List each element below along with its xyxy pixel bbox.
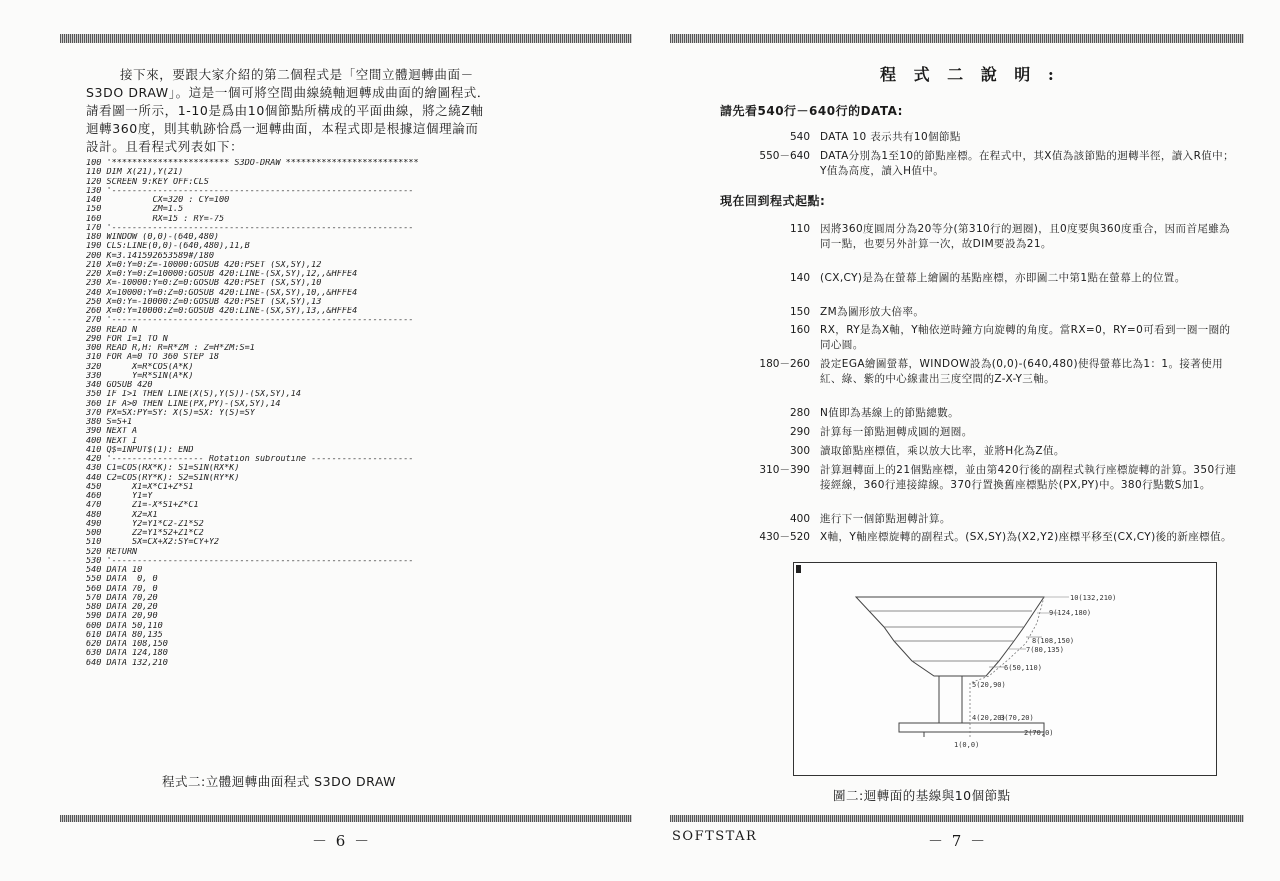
- corner-mark: [796, 565, 801, 573]
- code-line: 340 GOSUB 420: [86, 381, 153, 390]
- code-line: 350 IF I>1 THEN LINE(X(S),Y(S))-(SX,SY),14: [86, 390, 301, 400]
- node-label: 3(70,20): [1000, 714, 1034, 722]
- line-number: 110: [789, 223, 810, 235]
- line-description: (CX,CY)是為在螢幕上繪圖的基點座標，亦即圖二中第1點在螢幕上的位置。: [820, 272, 1186, 284]
- line-number: 280: [789, 407, 810, 419]
- code-line: 390 NEXT A: [86, 427, 138, 437]
- line-description: 計算迴轉面上的21個點座標，並由第420行後的副程式執行座標旋轉的計算。350行連接經線，360行連接緯線。370行置換舊座標點於(PX,PY)中。380行點數S加1。: [820, 464, 1237, 491]
- top-band: [60, 34, 632, 43]
- code-line: 510 SX=CX+X2:SY=CY+Y2: [86, 538, 220, 548]
- code-line: 170 '-----------------------------------------------------------: [86, 223, 414, 233]
- node-label: 8(108,150): [1032, 637, 1075, 645]
- code-line: 230 X=-10000:Y=0:Z=0:GOSUB 420:PSET (SX,SY),10: [86, 279, 322, 289]
- line-number: 540: [789, 131, 810, 143]
- code-listing: [86, 159, 506, 668]
- section-title: 程 式 二 說 明 :: [880, 65, 1060, 84]
- line-number: 430－520: [759, 531, 810, 543]
- line-number: 400: [789, 513, 810, 525]
- code-line: 560 DATA 70, 0: [86, 584, 158, 594]
- line-description: 計算每一節點迴轉成圓的迴圈。: [820, 426, 973, 438]
- code-line: 160 RX=15 : RY=-75: [86, 214, 225, 224]
- line-description: 因將360度圓周分為20等分(第310行的迴圈)，且0度要與360度重合，因而首尾雖為同一點，也要另外計算一次，故DIM要設為21。: [820, 223, 1231, 250]
- top-band: [670, 34, 1244, 43]
- intro-line: 請看圖一所示，1-10是爲由10個節點所構成的平面曲線，將之繞Z軸: [86, 103, 484, 118]
- bottom-band: [670, 815, 1244, 822]
- code-line: 300 READ R,H: R=R*ZM : Z=H*ZM:S=1: [86, 344, 255, 353]
- code-line: 120 SCREEN 9:KEY OFF:CLS: [86, 177, 209, 187]
- code-line: 310 FOR A=0 TO 360 STEP 18: [86, 353, 220, 363]
- code-line: 410 Q$=INPUT$(1): END: [86, 445, 194, 455]
- base-plate: [899, 723, 1044, 732]
- code-line: 250 X=0:Y=-10000:Z=0:GOSUB 420:PSET (SX,SY),13: [86, 297, 322, 307]
- code-line: 490 Y2=Y1*C2-Z1*S2: [86, 519, 204, 529]
- code-line: 600 DATA 50,110: [86, 621, 163, 631]
- code-line: 420 '------------------ Rotation subroutine --------------------: [86, 455, 414, 464]
- node-label: 2(70,0): [1024, 729, 1054, 737]
- code-line: 500 Z2=Y1*S2+Z1*C2: [86, 529, 204, 538]
- code-line: 280 READ N: [86, 325, 138, 335]
- line-description: DATA 10 表示共有10個節點: [820, 131, 961, 143]
- code-line: 260 X=0:Y=10000:Z=0:GOSUB 420:LINE-(SX,SY),13,,&HFFE4: [86, 307, 358, 316]
- page-number: － 7 －: [928, 832, 988, 850]
- code-line: 240 X=10000:Y=0:Z=0:GOSUB 420:LINE-(SX,SY),10,,&HFFE4: [86, 288, 358, 298]
- code-line: 480 X2=X1: [86, 510, 158, 520]
- node-label: 6(50,110): [1004, 664, 1042, 672]
- code-line: 110 DIM X(21),Y(21): [86, 168, 184, 178]
- revolved-surface-diagram: [794, 563, 1216, 775]
- code-line: 200 K=3.141592653589#/180: [86, 251, 214, 261]
- code-line: 130 '-----------------------------------------------------------: [86, 186, 414, 196]
- bottom-band: [60, 815, 632, 822]
- code-line: 290 FOR I=1 TO N: [86, 334, 168, 344]
- code-line: 550 DATA 0, 0: [86, 575, 158, 585]
- code-line: 330 Y=R*SIN(A*K): [86, 371, 194, 381]
- program-caption: 程式二:立體迴轉曲面程式 S3DO DRAW: [162, 774, 397, 789]
- code-line: 400 NEXT I: [86, 436, 138, 446]
- code-line: 430 C1=COS(RX*K): S1=SIN(RX*K): [86, 464, 240, 474]
- figure-caption: 圖二:迴轉面的基線與10個節點: [833, 788, 1011, 803]
- code-line: 450 X1=X*C1+Z*S1: [86, 482, 194, 492]
- code-line: 470 Z1=-X*S1+Z*C1: [86, 501, 199, 511]
- footer-brand: SOFTSTAR: [672, 829, 758, 844]
- node-label: 10(132,210): [1070, 594, 1117, 602]
- figure-revolved-surface: [793, 562, 1217, 776]
- start-heading: 現在回到程式起點:: [720, 194, 826, 208]
- node-label: 5(20,90): [972, 681, 1006, 689]
- line-number: 160: [789, 324, 810, 336]
- code-line: 620 DATA 108,150: [86, 640, 168, 649]
- code-line: 150 ZM=1.5: [86, 205, 184, 215]
- code-line: 460 Y1=Y: [86, 492, 153, 501]
- code-line: 370 PX=SX:PY=SY: X(S)=SX: Y(S)=SY: [86, 408, 255, 418]
- intro-line: S3DO DRAW」。這是一個可將空間曲線繞軸迴轉成曲面的繪圖程式．: [86, 85, 491, 100]
- code-line: 270 '-----------------------------------------------------------: [86, 316, 414, 326]
- line-number: 310－390: [759, 464, 810, 476]
- code-line: 610 DATA 80,135: [86, 630, 163, 640]
- line-description: N值即為基線上的節點總數。: [820, 407, 960, 419]
- line-description: DATA分別為1至10的節點座標。在程式中，其X值為該節點的迴轉半徑，讀入R值中；Y值為高度，讀入H值中。: [820, 150, 1234, 177]
- intro-line: 設計。且看程式列表如下：: [86, 139, 244, 154]
- code-line: 210 X=0:Y=0:Z=-10000:GOSUB 420:PSET (SX,SY),12: [86, 260, 322, 270]
- code-line: 530 '-----------------------------------------------------------: [86, 556, 414, 566]
- line-description: 進行下一個節點迴轉計算。: [820, 513, 951, 525]
- code-line: 180 WINDOW (0,0)-(640,480): [86, 233, 220, 242]
- code-line: 640 DATA 132,210: [86, 658, 168, 668]
- node-label: 9(124,180): [1049, 609, 1092, 617]
- line-description: RX，RY是為X軸，Y軸依逆時鐘方向旋轉的角度。當RX=0，RY=0可看到一圈一圈的同心圓。: [820, 324, 1231, 351]
- page-number: － 6 －: [312, 832, 372, 850]
- code-line: 590 DATA 20,90: [86, 612, 158, 622]
- intro-line: 接下來，要跟大家介紹的第二個程式是「空間立體迴轉曲面－: [120, 67, 474, 82]
- node-label: 7(80,135): [1026, 646, 1064, 654]
- line-number: 140: [789, 272, 810, 284]
- code-line: 220 X=0:Y=0:Z=10000:GOSUB 420:LINE-(SX,SY),12,,&HFFE4: [86, 270, 358, 279]
- node-label: 1(0,0): [954, 741, 980, 749]
- line-number: 550－640: [759, 150, 810, 162]
- line-description: ZM為圖形放大倍率。: [820, 306, 925, 318]
- code-line: 380 S=S+1: [86, 418, 133, 427]
- code-line: 100 '*********************** S3DO-DRAW **************************: [86, 159, 419, 168]
- line-number: 180－260: [759, 358, 810, 370]
- data-heading: 請先看540行－640行的DATA:: [720, 104, 903, 118]
- line-number: 290: [789, 426, 810, 438]
- code-line: 520 RETURN: [86, 547, 138, 557]
- line-description: X軸，Y軸座標旋轉的副程式。(SX,SY)為(X2,Y2)座標平移至(CX,CY)後的新座標值。: [820, 531, 1232, 543]
- node-label: 4(20,20): [972, 714, 1006, 722]
- intro-line: 迴轉360度，則其軌跡恰爲一迴轉曲面，本程式即是根據這個理論而: [86, 121, 479, 136]
- line-number: 300: [789, 445, 810, 457]
- code-line: 140 CX=320 : CY=100: [86, 196, 230, 205]
- code-line: 630 DATA 124,180: [86, 649, 168, 659]
- line-description: 設定EGA繪圖螢幕，WINDOW設為(0,0)-(640,480)使得螢幕比為1：1。接著使用紅、綠、紫的中心線畫出三度空間的Z-X-Y三軸。: [820, 358, 1223, 385]
- code-line: 360 IF A>0 THEN LINE(PX,PY)-(SX,SY),14: [86, 399, 281, 409]
- code-line: 570 DATA 70,20: [86, 593, 158, 603]
- code-line: 580 DATA 20,20: [86, 603, 158, 612]
- code-line: 440 C2=COS(RY*K): S2=SIN(RY*K): [86, 473, 240, 483]
- code-line: 320 X=R*COS(A*K): [86, 362, 194, 372]
- code-line: 540 DATA 10: [86, 566, 143, 575]
- line-number: 150: [789, 306, 810, 318]
- line-description: 讀取節點座標值，乘以放大比率，並將H化為Z值。: [820, 445, 1065, 457]
- code-line: 190 CLS:LINE(0,0)-(640,480),11,B: [86, 242, 250, 252]
